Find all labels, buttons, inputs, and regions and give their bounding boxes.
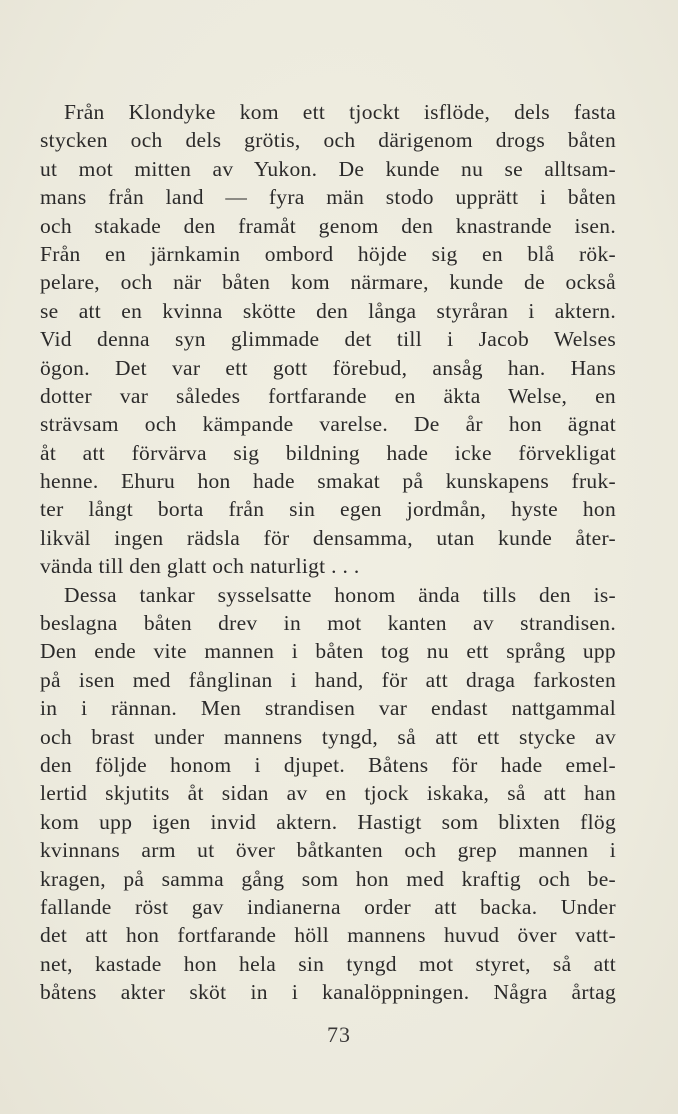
- text-line: kvinnans arm ut över båtkanten och grep mannen i: [40, 838, 616, 863]
- text-line: och brast under mannens tyngd, så att ett stycke av: [40, 724, 616, 749]
- text-line: likväl ingen rädsla för densamma, utan kunde åter-: [40, 525, 616, 550]
- text-line: det att hon fortfarande höll mannens huvud över vatt-: [40, 923, 616, 948]
- text-line: fallande röst gav indianerna order att backa. Under: [40, 894, 616, 919]
- text-line: in i rännan. Men strandisen var endast nattgammal: [40, 696, 616, 721]
- text-line: kragen, på samma gång som hon med kraftig och be-: [40, 866, 616, 891]
- text-line: och stakade den framåt genom den knastrande isen.: [40, 213, 616, 238]
- text-line: pelare, och när båten kom närmare, kunde de också: [40, 270, 616, 295]
- text-line: vända till den glatt och naturligt . . .: [40, 554, 360, 579]
- page-number: 73: [327, 1022, 351, 1047]
- text-line: beslagna båten drev in mot kanten av strandisen.: [40, 611, 616, 636]
- text-line: på isen med fånglinan i hand, för att draga farkosten: [40, 667, 616, 692]
- text-line: Dessa tankar sysselsatte honom ända tills den is-: [64, 582, 616, 607]
- text-line: Från Klondyke kom ett tjockt isflöde, dels fasta: [64, 100, 616, 124]
- text-line: Från en järnkamin ombord höjde sig en blå rök-: [40, 241, 616, 266]
- text-line: Den ende vite mannen i båten tog nu ett språng upp: [40, 639, 616, 664]
- text-line: mans från land — fyra män stodo upprätt i båten: [40, 185, 616, 210]
- text-line: kom upp igen invid aktern. Hastigt som blixten flög: [40, 809, 616, 834]
- body-text: [40, 98, 616, 1007]
- text-line: åt att förvärva sig bildning hade icke förvekligat: [40, 440, 616, 465]
- text-line: ter långt borta från sin egen jordmån, hyste hon: [40, 497, 616, 522]
- text-line: ut mot mitten av Yukon. De kunde nu se alltsam-: [40, 156, 616, 181]
- text-line: dotter var således fortfarande en äkta Welse, en: [40, 383, 616, 408]
- text-line: henne. Ehuru hon hade smakat på kunskapens fruk-: [40, 469, 616, 494]
- text-line: stycken och dels grötis, och därigenom drogs båten: [40, 128, 616, 153]
- text-line: Vid denna syn glimmade det till i Jacob Welses: [40, 327, 616, 352]
- text-line: se att en kvinna skötte den långa styråran i aktern.: [40, 298, 616, 323]
- text-line: strävsam och kämpande varelse. De år hon ägnat: [40, 412, 616, 437]
- text-line: ögon. Det var ett gott förebud, ansåg han. Hans: [40, 355, 616, 380]
- text-line: lertid skjutits åt sidan av en tjock iskaka, så att han: [40, 781, 616, 806]
- text-line: den följde honom i djupet. Båtens för hade emel-: [40, 752, 616, 777]
- text-line: båtens akter sköt in i kanalöppningen. Några årtag: [40, 980, 616, 1005]
- text-line: net, kastade hon hela sin tyngd mot styret, så att: [40, 951, 616, 976]
